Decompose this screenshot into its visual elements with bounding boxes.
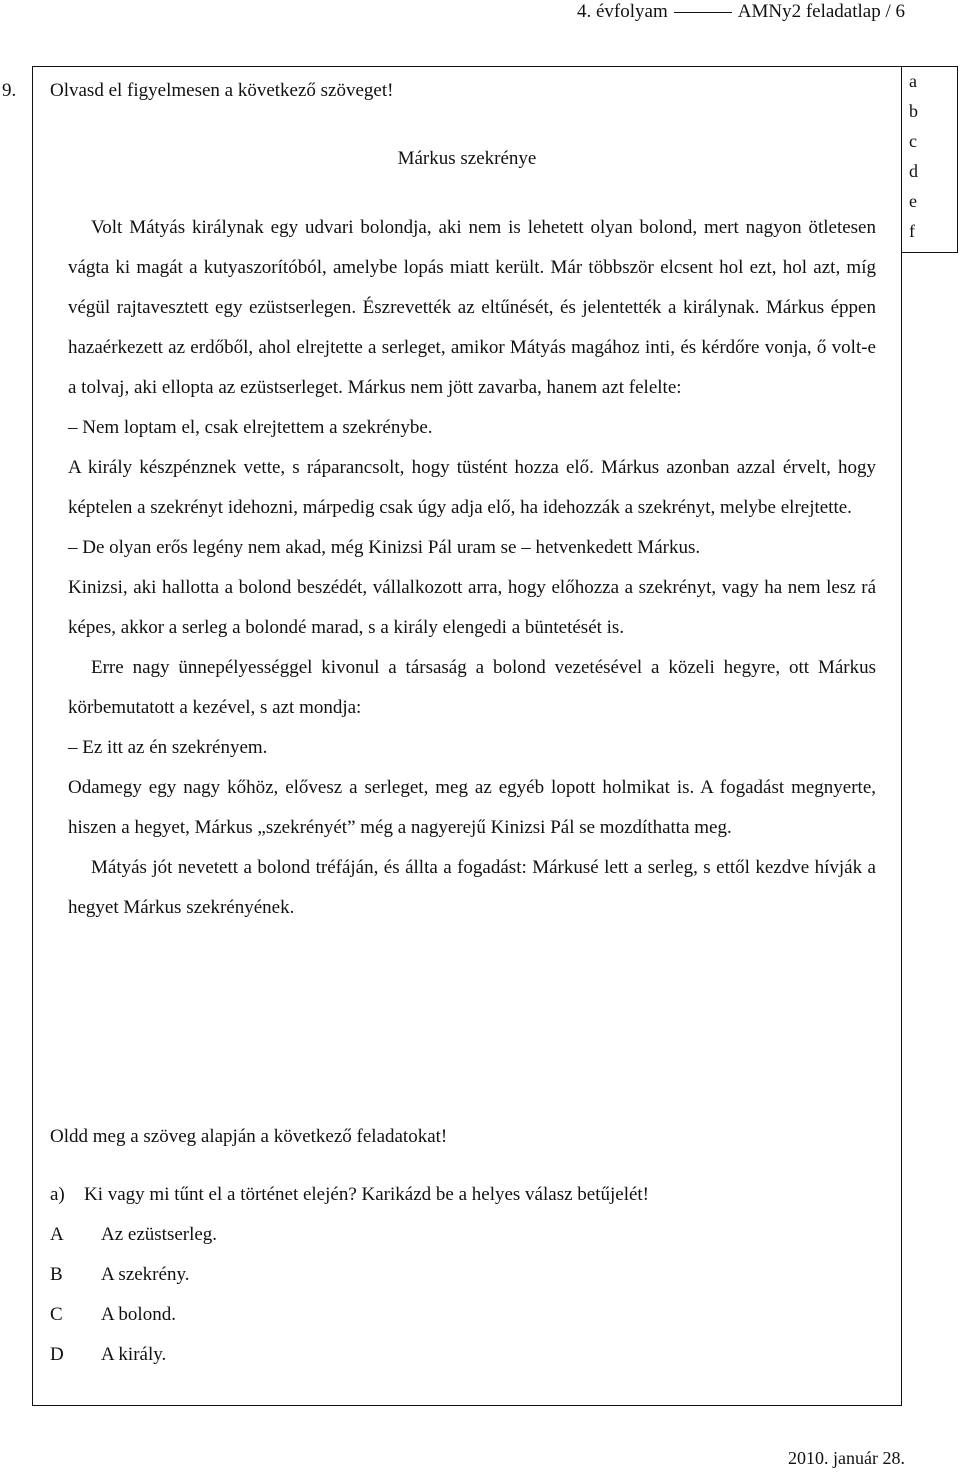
header-sheet: AMNy2 feladatlap / 6 — [737, 1, 905, 22]
option-text: A király. — [101, 1344, 167, 1365]
score-letter-b: b — [909, 101, 918, 121]
story-text — [68, 208, 876, 928]
story-paragraph: Kinizsi, aki hallotta a bolond beszédét, vállalkozott arra, hogy előhozza a szekrényt, vagy ha nem lesz rá képes, akkor a serleg a bolondé marad, s a király elengedi a büntetését is. — [68, 577, 876, 638]
question-a — [50, 1184, 649, 1206]
answer-options — [50, 1224, 217, 1384]
story-paragraph: Volt Mátyás királynak egy udvari bolondja, aki nem is lehetett olyan bolond, mert nagyon ötletesen vágta ki magát a kutyaszorítóból, amelybe lopás miatt került. Már többször elcsent hol ezt, hol azt, míg végül rajtavesztett egy ezüstserlegen. Észrevették az eltűnését, és jelentették a királynak. Márkus éppen hazaérkezett az erdőből, ahol elrejtette a serleget, amikor Mátyás magához inti, és kérdőre vonja, ő volt-e a tolvaj, aki ellopta az ezüstserleget. Márkus nem jött zavarba, hanem azt felelte: — [68, 217, 876, 398]
score-letter-d: d — [909, 161, 918, 181]
option-text: A szekrény. — [101, 1264, 190, 1285]
option-c[interactable] — [50, 1304, 217, 1344]
story-title: Márkus szekrénye — [397, 148, 537, 169]
task-intro: Oldd meg a szöveg alapján a következő feladatokat! — [50, 1126, 448, 1147]
score-letter-e: e — [909, 191, 917, 211]
option-letter[interactable]: C — [50, 1304, 63, 1325]
option-letter[interactable]: D — [50, 1344, 64, 1365]
option-text: Az ezüstserleg. — [101, 1224, 218, 1245]
option-d[interactable] — [50, 1344, 217, 1384]
story-paragraph: – De olyan erős legény nem akad, még Kinizsi Pál uram se – hetvenkedett Márkus. — [68, 537, 701, 558]
story-paragraph: Mátyás jót nevetett a bolond tréfáján, és állta a fogadást: Márkusé lett a serleg, s ettől kezdve hívják a hegyet Márkus szekrényének. — [68, 857, 876, 918]
story-paragraph: – Ez itt az én szekrényem. — [68, 737, 268, 758]
header-rule — [674, 12, 732, 13]
question-number: 9. — [2, 80, 17, 101]
score-letter-c: c — [909, 131, 917, 151]
page-header — [577, 0, 905, 24]
story-paragraph: A király készpénznek vette, s ráparancsolt, hogy tüstént hozza elő. Márkus azonban azzal érvelt, hogy képtelen a szekrényt idehozni, márpedig csak úgy adja elő, ha idehozzák a szekrényt, melybe elrejtette. — [68, 457, 876, 518]
option-a[interactable] — [50, 1224, 217, 1264]
story-paragraph: Odamegy egy nagy kőhöz, elővesz a serleget, meg az egyéb lopott holmikat is. A fogadást megnyerte, hiszen a hegyet, Márkus „szekrényét” még a nagyerejű Kinizsi Pál se mozdíthatta meg. — [68, 777, 876, 838]
story-paragraph: – Nem loptam el, csak elrejtettem a szekrénybe. — [68, 417, 433, 438]
option-b[interactable] — [50, 1264, 217, 1304]
reading-instruction: Olvasd el figyelmesen a következő szöveget! — [50, 80, 394, 101]
question-text: Ki vagy mi tűnt el a történet elején? Karikázd be a helyes válasz betűjelét! — [84, 1184, 650, 1205]
option-letter[interactable]: A — [50, 1224, 64, 1245]
page-footer-date: 2010. január 28. — [788, 1448, 905, 1468]
option-text: A bolond. — [101, 1304, 176, 1325]
score-letter-a: a — [909, 71, 917, 91]
header-grade: 4. évfolyam — [576, 1, 668, 22]
story-paragraph: Erre nagy ünnepélyességgel kivonul a társaság a bolond vezetésével a közeli hegyre, ott Márkus körbemutatott a kezével, s azt mondja: — [68, 657, 876, 718]
option-letter[interactable]: B — [50, 1264, 63, 1285]
question-label: a) — [50, 1184, 65, 1205]
score-letter-f: f — [909, 221, 915, 241]
